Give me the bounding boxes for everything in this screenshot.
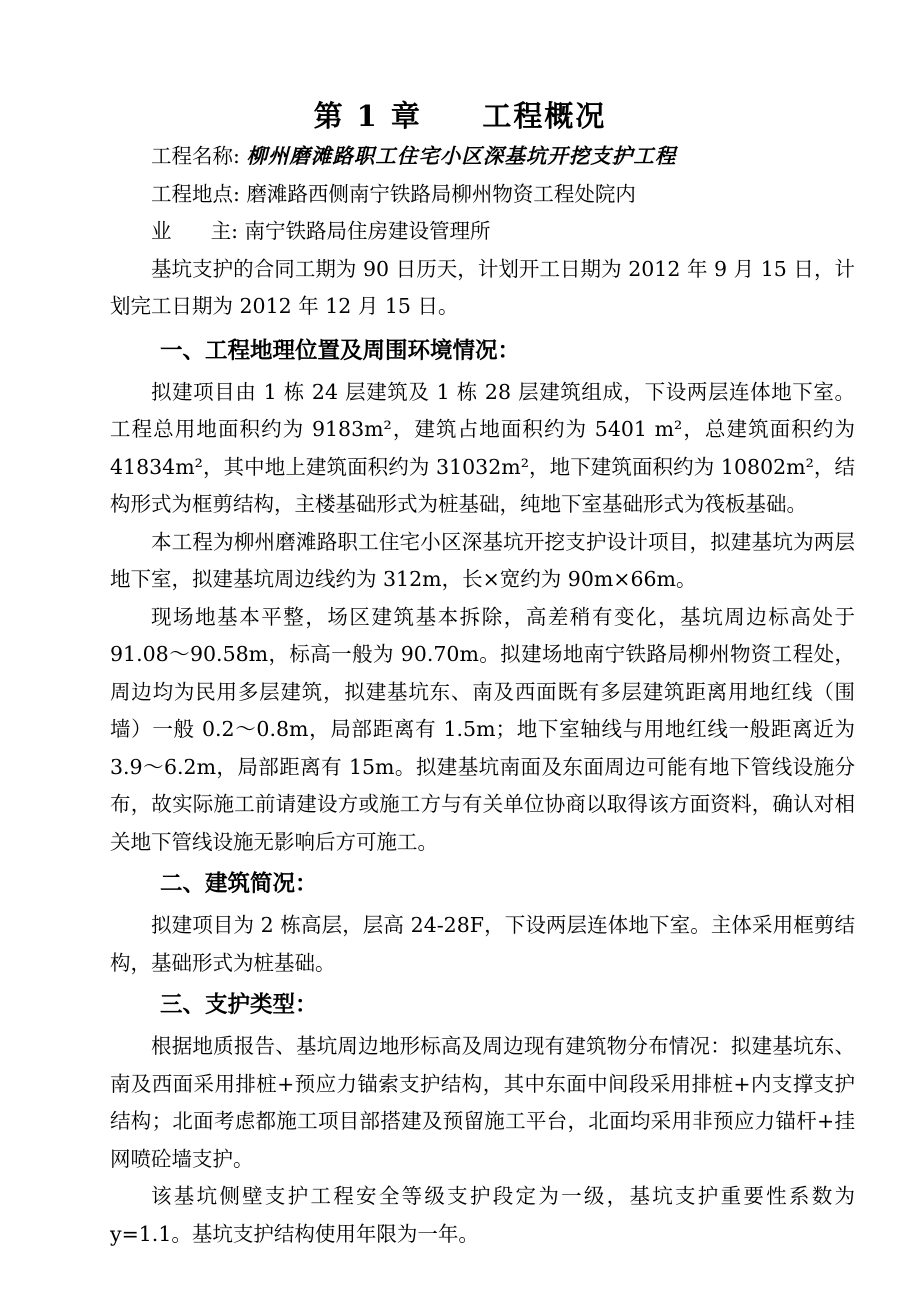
section-location-paragraph-2: 本工程为柳州磨滩路职工住宅小区深基坑开挖支护设计项目，拟建基坑为两层地下室，拟建基坑周边线约为 312m，长×宽约为 90m×66m。 (110, 529, 855, 591)
project-location-value: 磨滩路西侧南宁铁路局柳州物资工程处院内 (246, 181, 636, 206)
section-location-paragraph-1: 拟建项目由 1 栋 24 层建筑及 1 栋 28 层建筑组成，下设两层连体地下室。工程总用地面积约为 9183m²，建筑占地面积约为 5401 m²，总建筑面积约为 41834m²，其中地上建筑面积约为 31032m²，地下建筑面积约为 10802m²，结构形式为框剪结构，主楼基础形式为桩基础，纯地下室基础形式为筏板基础。 (110, 379, 855, 516)
section-location-paragraph-3: 现场地基本平整，场区建筑基本拆除，高差稍有变化，基坑周边标高处于 91.08～90.58m，标高一般为 90.70m。拟建场地南宁铁路局柳州物资工程处，周边均为民用多层建筑，拟建基坑东、南及西面既有多层建筑距离用地红线（围墙）一般 0.2～0.8m，局部距离有 1.5m；地下室轴线与用地红线一般距离近为 3.9～6.2m，局部距离有 15m。拟建基坑南面及东面周边可能有地下管线设施分布，故实际施工前请建设方或施工方与有关单位协商以取得该方面资料，确认对相关地下管线设施无影响后方可施工。 (110, 604, 855, 854)
section-support-paragraph-2: 该基坑侧壁支护工程安全等级支护段定为一级，基坑支护重要性系数为 y=1.1。基坑支护结构使用年限为一年。 (110, 1184, 855, 1246)
chapter-title: 第 1 章 工程概况 (313, 99, 607, 133)
project-name-label: 工程名称: (151, 144, 247, 168)
section-support-paragraph-1: 根据地质报告、基坑周边地形标高及周边现有建筑物分布情况：拟建基坑东、南及西面采用排桩+预应力锚索支护结构，其中东面中间段采用排桩+内支撑支护结构；北面考虑都施工项目部搭建及预留施工平台，北面均采用非预应力锚杆+挂网喷砼墙支护。 (110, 1034, 855, 1171)
project-owner-line (110, 213, 855, 251)
section-building-paragraph-1: 拟建项目为 2 栋高层，层高 24-28F，下设两层连体地下室。主体采用框剪结构，基础形式为桩基础。 (110, 913, 855, 975)
section-heading-building: 二、建筑简况： (160, 871, 318, 897)
project-name-line (110, 138, 855, 176)
document-body (110, 138, 855, 1253)
project-owner-label: 业 主: (151, 219, 245, 243)
section-heading-support-type: 三、支护类型： (160, 992, 318, 1018)
project-owner-value: 南宁铁路局住房建设管理所 (244, 219, 491, 243)
project-name-value: 柳州磨滩路职工住宅小区深基坑开挖支护工程 (246, 144, 677, 168)
project-location-label: 工程地点: (151, 181, 247, 206)
intro-paragraph: 基坑支护的合同工期为 90 日历天，计划开工日期为 2012 年 9 月 15 日，计划完工日期为 2012 年 12 月 15 日。 (110, 256, 855, 318)
project-location-line (110, 176, 855, 214)
section-heading-location: 一、工程地理位置及周围环境情况： (160, 337, 521, 364)
